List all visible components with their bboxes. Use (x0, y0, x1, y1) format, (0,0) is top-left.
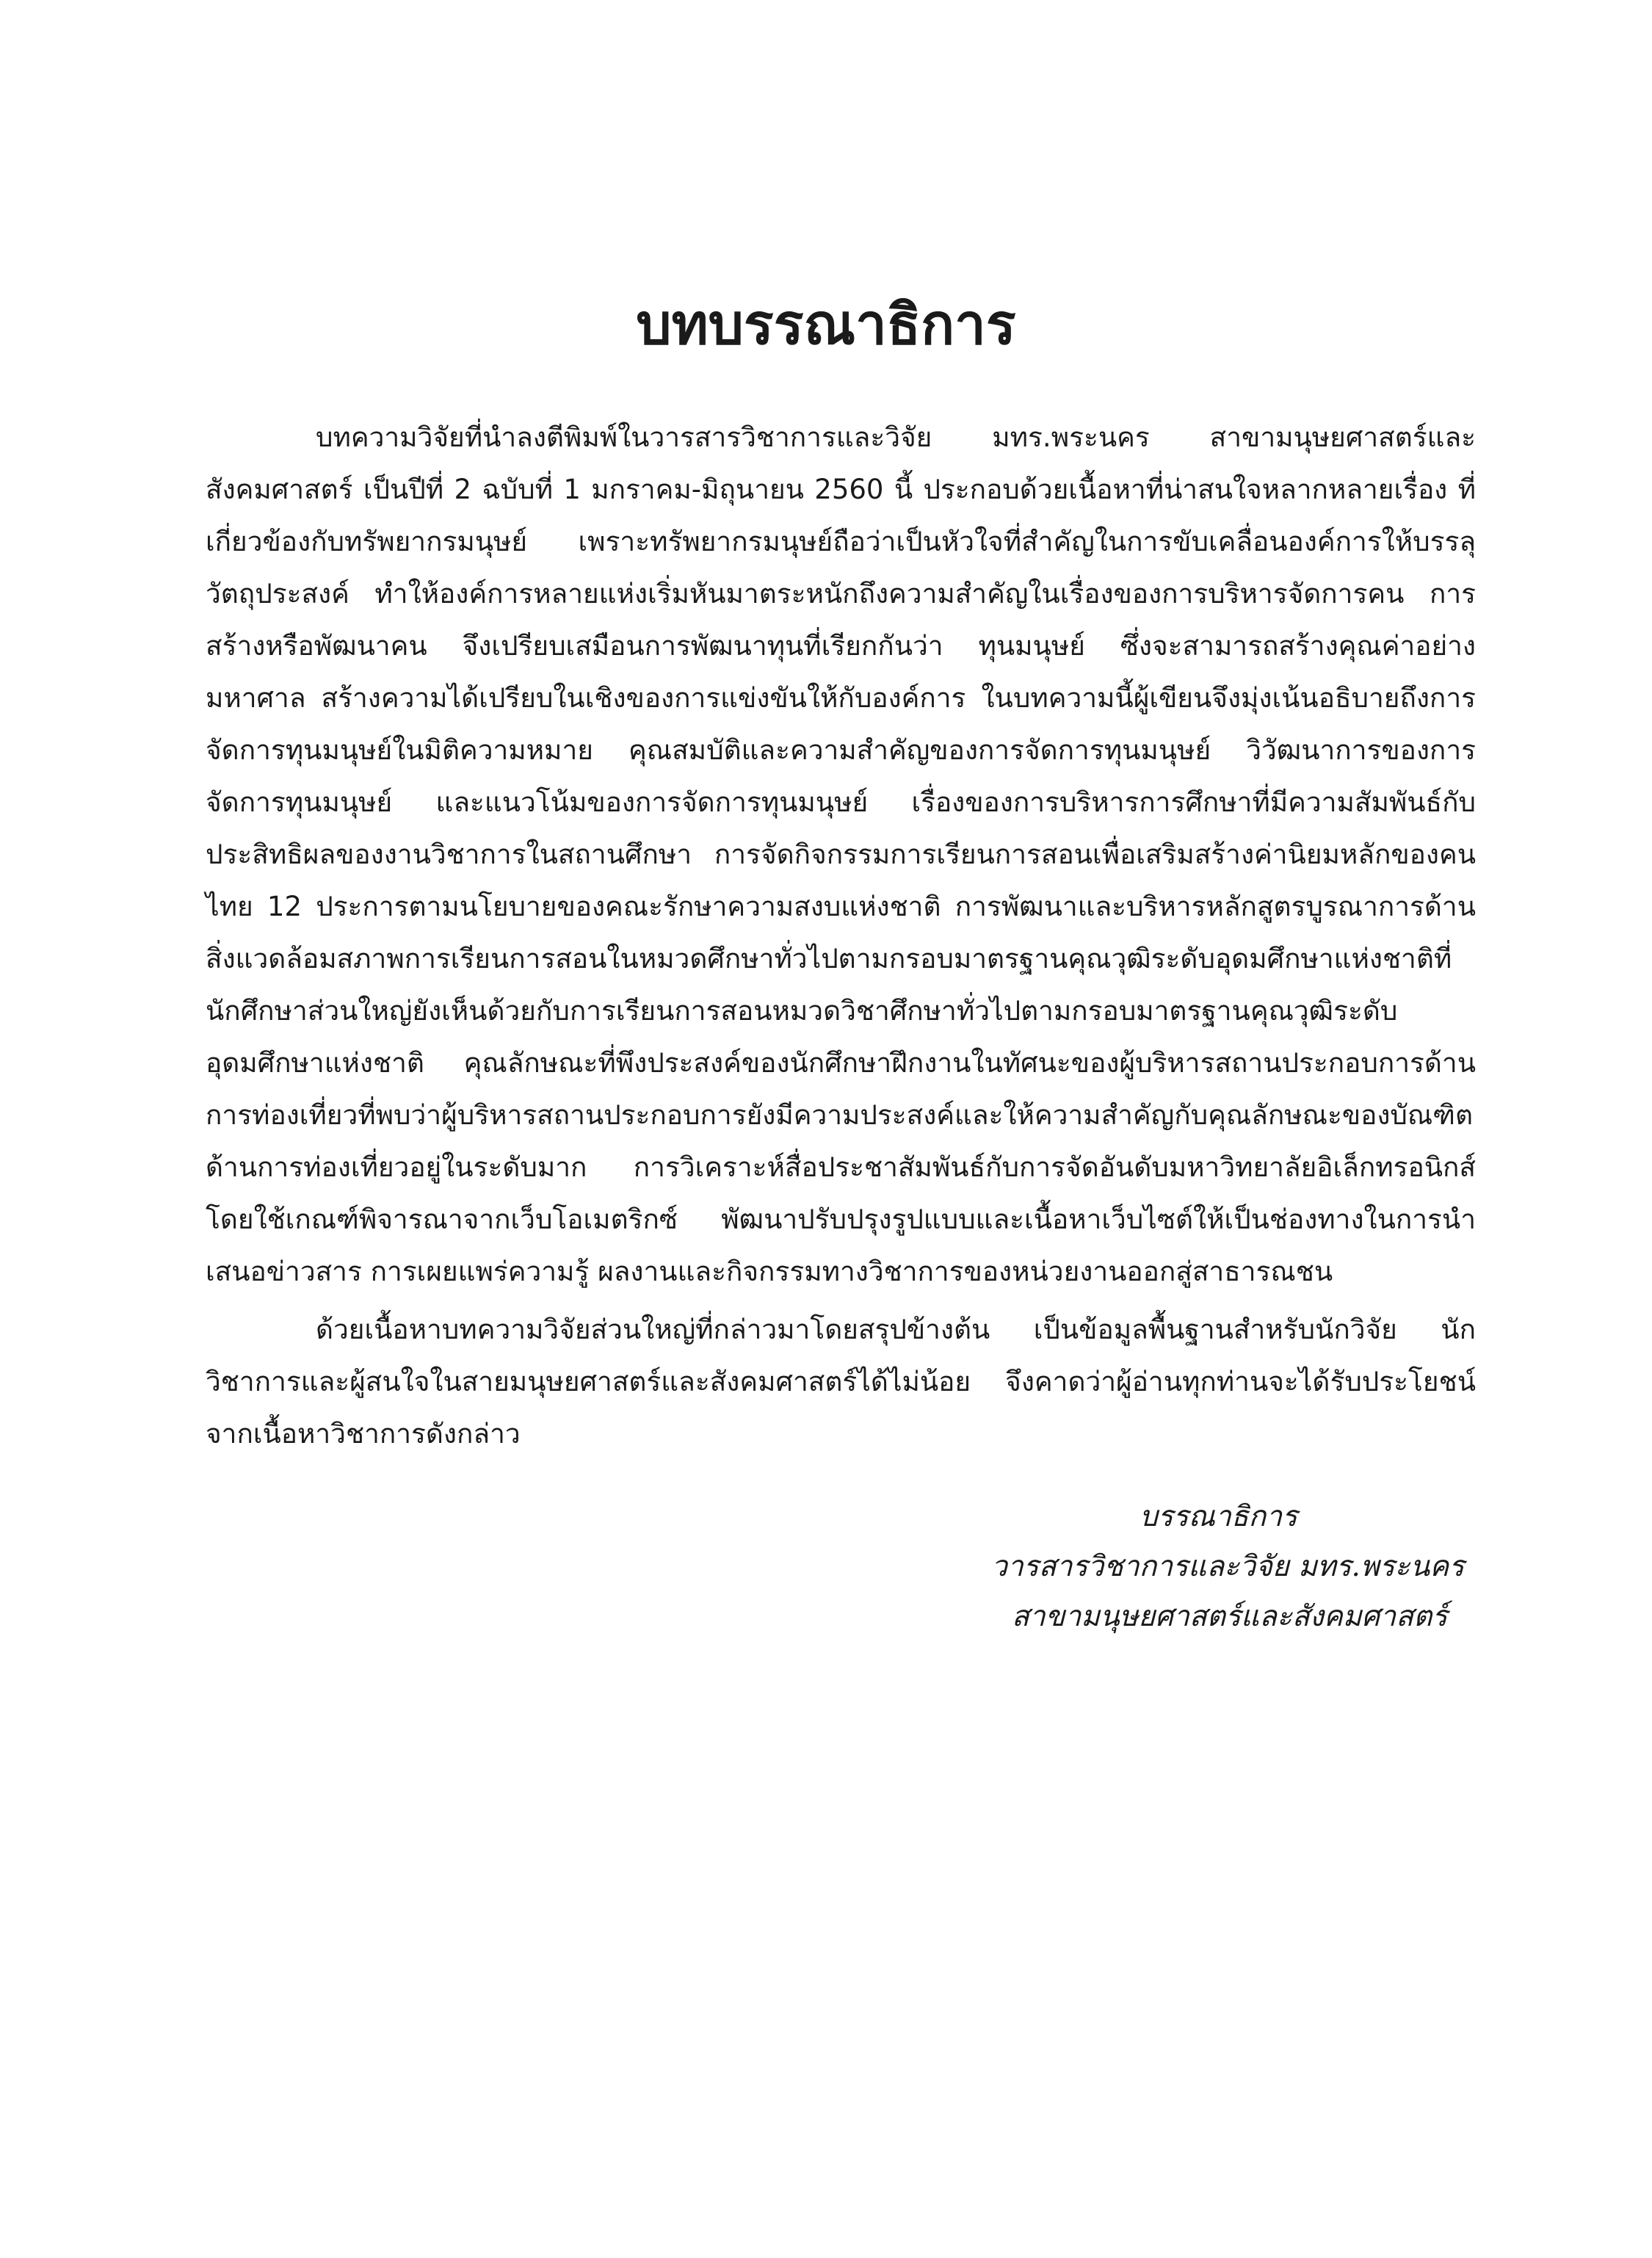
signature-block (881, 1492, 1542, 1642)
signature-field: สาขามนุษยศาสตร์และสังคมศาสตร์ (1012, 1600, 1448, 1633)
body-paragraph-2: ด้วยเนื้อหาบทความวิจัยส่วนใหญ่ที่กล่าวมาโดยสรุปข้างต้น เป็นข้อมูลพื้นฐานสำหรับนักวิจัย นักวิชาการและผู้สนใจในสายมนุษยศาสตร์และสังคมศาสตร์ได้ไม่น้อย จึงคาดว่าผู้อ่านทุกท่านจะได้รับประโยชน์จากเนื้อหาวิชาการดังกล่าว (206, 1314, 1476, 1450)
document-body (206, 411, 1476, 1466)
signature-journal: วารสารวิชาการและวิจัย มทร.พระนคร (991, 1550, 1465, 1583)
page-title: บทบรรณาธิการ (636, 292, 1016, 357)
body-paragraph-1: บทความวิจัยที่นำลงตีพิมพ์ในวารสารวิชาการและวิจัย มทร.พระนคร สาขามนุษยศาสตร์และสังคมศาสตร์ เป็นปีที่ 2 ฉบับที่ 1 มกราคม-มิถุนายน 2560 นี้ ประกอบด้วยเนื้อหาที่น่าสนใจหลากหลายเรื่อง ที่เกี่ยวข้องกับทรัพยากรมนุษย์ เพราะทรัพยากรมนุษย์ถือว่าเป็นหัวใจที่สำคัญในการขับเคลื่อนองค์การให้บรรลุวัตถุประสงค์ ทำให้องค์การหลายแห่งเริ่มหันมาตระหนักถึงความสำคัญในเรื่องของการบริหารจัดการคน การสร้างหรือพัฒนาคน จึงเปรียบเสมือนการพัฒนาทุนที่เรียกกันว่า ทุนมนุษย์ ซึ่งจะสามารถสร้างคุณค่าอย่างมหาศาล สร้างความได้เปรียบในเชิงของการแข่งขันให้กับองค์การ ในบทความนี้ผู้เขียนจึงมุ่งเน้นอธิบายถึงการจัดการทุนมนุษย์ในมิติความหมาย คุณสมบัติและความสำคัญของการจัดการทุนมนุษย์ วิวัฒนาการของการจัดการทุนมนุษย์ และแนวโน้มของการจัดการทุนมนุษย์ เรื่องของการบริหารการศึกษาที่มีความสัมพันธ์กับประสิทธิผลของงานวิชาการในสถานศึกษา การจัดกิจกรรมการเรียนการสอนเพื่อเสริมสร้างค่านิยมหลักของคนไทย 12 ประการตามนโยบายของคณะรักษาความสงบแห่งชาติ การพัฒนาและบริหารหลักสูตรบูรณาการด้านสิ่งแวดล้อมสภาพการเรียนการสอนในหมวดศึกษาทั่วไปตามกรอบมาตรฐานคุณวุฒิระดับอุดมศึกษาแห่งชาติที่นักศึกษาส่วนใหญ่ยังเห็นด้วยกับการเรียนการสอนหมวดวิชาศึกษาทั่วไปตามกรอบมาตรฐานคุณวุฒิระดับอุดมศึกษาแห่งชาติ คุณลักษณะที่พึงประสงค์ของนักศึกษาฝึกงานในทัศนะของผู้บริหารสถานประกอบการด้านการท่องเที่ยวที่พบว่าผู้บริหารสถานประกอบการยังมีความประสงค์และให้ความสำคัญกับคุณลักษณะของบัณฑิตด้านการท่องเที่ยวอยู่ในระดับมาก การวิเคราะห์สื่อประชาสัมพันธ์กับการจัดอันดับมหาวิทยาลัยอิเล็กทรอนิกส์ โดยใช้เกณฑ์พิจารณาจากเว็บโอเมตริกซ์ พัฒนาปรับปรุงรูปแบบและเนื้อหาเว็บไซต์ให้เป็นช่องทางในการนำเสนอข่าวสาร การเผยแพร่ความรู้ ผลงานและกิจกรรมทางวิชาการของหน่วยงานออกสู่สาธารณชน (206, 421, 1476, 1287)
signature-role: บรรณาธิการ (1140, 1500, 1297, 1533)
